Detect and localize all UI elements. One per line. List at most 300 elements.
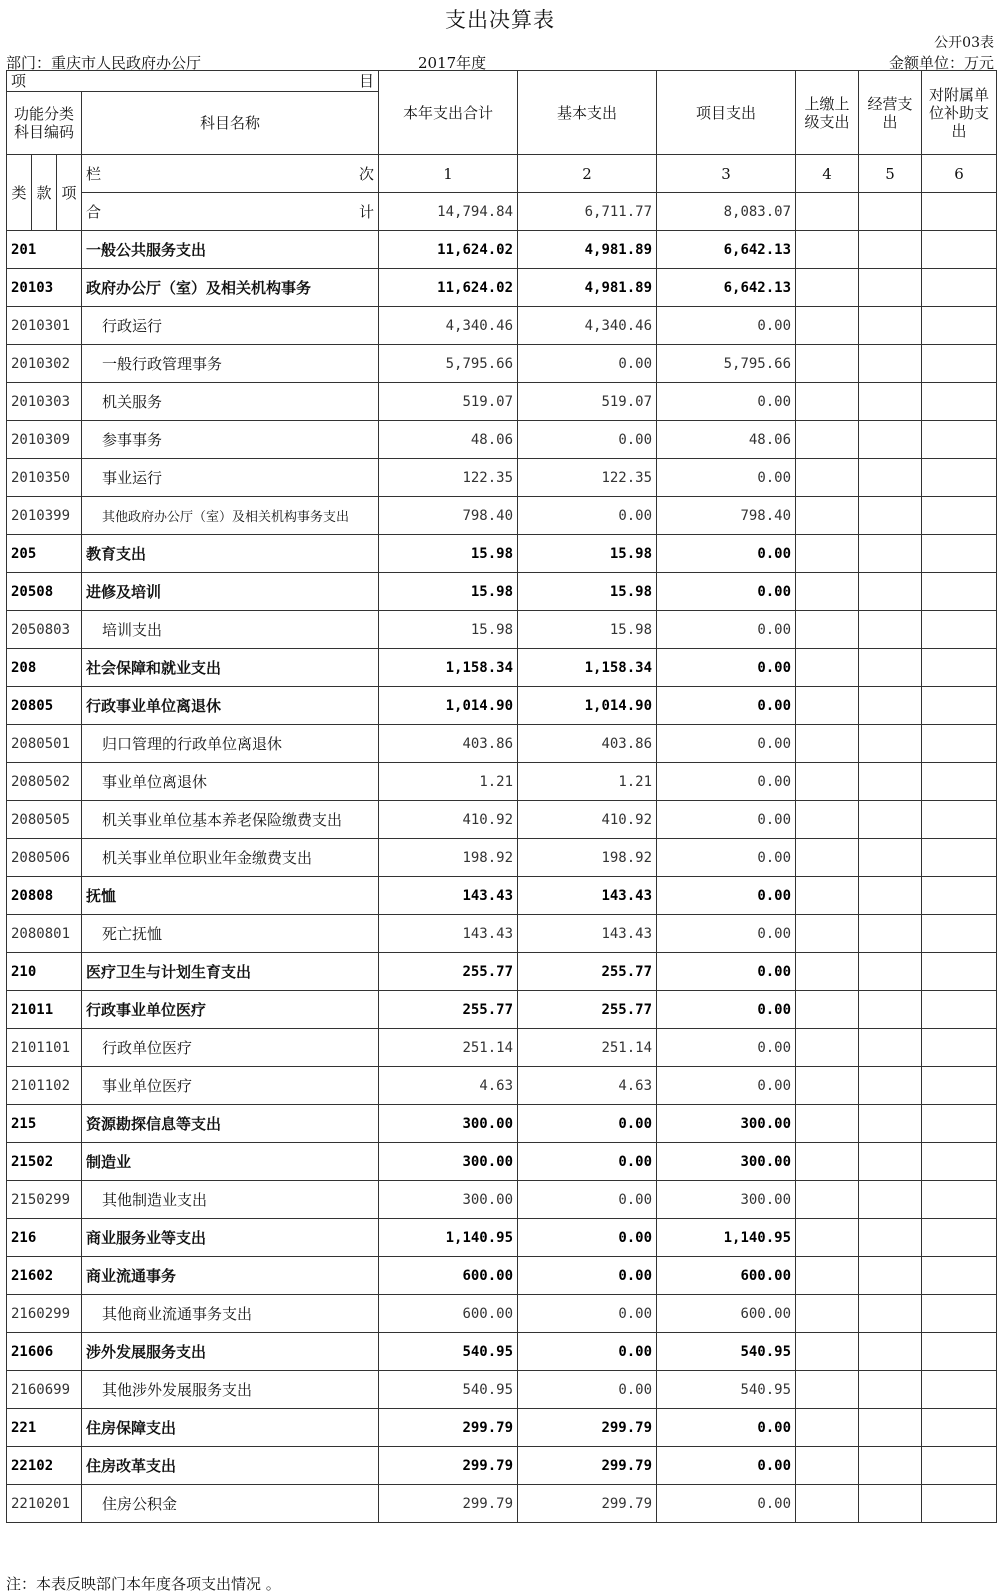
row-upper [796,1257,859,1295]
row-project: 6,642.13 [657,231,796,269]
row-total: 403.86 [379,725,518,763]
row-code: 2010302 [7,345,82,383]
row-subsidy [922,573,997,611]
row-total: 299.79 [379,1409,518,1447]
header-kuan: 款 [32,155,57,231]
row-business [859,611,922,649]
row-project: 0.00 [657,1067,796,1105]
table-row [7,991,997,1029]
row-total: 198.92 [379,839,518,877]
row-subject-name: 住房公积金 [82,1485,379,1523]
row-business [859,915,922,953]
row-subsidy [922,1333,997,1371]
row-business [859,383,922,421]
row-subject-name: 其他政府办公厅（室）及相关机构事务支出 [82,497,379,535]
row-code: 2080801 [7,915,82,953]
row-upper [796,1105,859,1143]
table-row [7,1295,997,1333]
row-code: 2010309 [7,421,82,459]
row-basic: 0.00 [518,1371,657,1409]
row-subject-name: 医疗卫生与计划生育支出 [82,953,379,991]
table-row [7,573,997,611]
row-total: 519.07 [379,383,518,421]
row-upper [796,953,859,991]
column-number: 2 [518,155,657,193]
meta-line [6,52,994,72]
row-project: 0.00 [657,1447,796,1485]
row-subsidy [922,1143,997,1181]
row-upper [796,1143,859,1181]
header-subsidy: 对附属单位补助支出 [922,71,997,155]
row-project: 0.00 [657,383,796,421]
row-project: 6,642.13 [657,269,796,307]
row-upper [796,383,859,421]
row-subject-name: 事业单位医疗 [82,1067,379,1105]
row-project: 300.00 [657,1105,796,1143]
row-subject-name: 参事事务 [82,421,379,459]
row-business [859,1257,922,1295]
row-total: 15.98 [379,573,518,611]
row-business [859,763,922,801]
row-business [859,307,922,345]
row-total: 540.95 [379,1371,518,1409]
row-project: 600.00 [657,1295,796,1333]
row-basic: 0.00 [518,1105,657,1143]
row-project: 300.00 [657,1143,796,1181]
grand-total-subsidy [922,193,997,231]
row-project: 0.00 [657,611,796,649]
table-row [7,725,997,763]
row-subject-name: 政府办公厅（室）及相关机构事务 [82,269,379,307]
table-row [7,345,997,383]
row-subsidy [922,763,997,801]
row-project: 0.00 [657,877,796,915]
row-basic: 0.00 [518,1219,657,1257]
row-subsidy [922,1181,997,1219]
row-project: 600.00 [657,1257,796,1295]
row-upper [796,497,859,535]
row-total: 540.95 [379,1333,518,1371]
row-project: 1,140.95 [657,1219,796,1257]
row-basic: 519.07 [518,383,657,421]
row-basic: 1,158.34 [518,649,657,687]
table-row [7,839,997,877]
row-code: 2150299 [7,1181,82,1219]
row-code: 205 [7,535,82,573]
table-row [7,1257,997,1295]
row-business [859,687,922,725]
row-total: 48.06 [379,421,518,459]
row-upper [796,801,859,839]
row-basic: 1.21 [518,763,657,801]
row-upper [796,877,859,915]
row-project: 0.00 [657,687,796,725]
row-project: 0.00 [657,953,796,991]
row-business [859,1333,922,1371]
row-subject-name: 事业单位离退休 [82,763,379,801]
row-subsidy [922,421,997,459]
column-number: 4 [796,155,859,193]
row-business [859,725,922,763]
row-code: 22102 [7,1447,82,1485]
row-code: 2101101 [7,1029,82,1067]
table-row [7,611,997,649]
row-code: 216 [7,1219,82,1257]
table-row [7,1181,997,1219]
row-project: 0.00 [657,763,796,801]
row-upper [796,1219,859,1257]
table-row [7,1219,997,1257]
table-row [7,1447,997,1485]
row-subsidy [922,383,997,421]
row-subject-name: 事业运行 [82,459,379,497]
row-project: 0.00 [657,839,796,877]
row-project: 0.00 [657,573,796,611]
row-subsidy [922,611,997,649]
row-code: 20508 [7,573,82,611]
table-row [7,231,997,269]
row-basic: 143.43 [518,877,657,915]
table-row [7,1029,997,1067]
row-business [859,497,922,535]
row-total: 1.21 [379,763,518,801]
row-subsidy [922,1295,997,1333]
row-subsidy [922,1409,997,1447]
row-total: 15.98 [379,611,518,649]
row-business [859,649,922,687]
header-business: 经营支出 [859,71,922,155]
row-upper [796,421,859,459]
row-business [859,345,922,383]
row-basic: 1,014.90 [518,687,657,725]
row-total: 600.00 [379,1295,518,1333]
row-total: 300.00 [379,1181,518,1219]
row-total: 299.79 [379,1447,518,1485]
row-basic: 255.77 [518,953,657,991]
row-subsidy [922,991,997,1029]
row-total: 299.79 [379,1485,518,1523]
row-upper [796,269,859,307]
row-subsidy [922,1219,997,1257]
row-upper [796,1371,859,1409]
row-project: 0.00 [657,801,796,839]
row-basic: 0.00 [518,1295,657,1333]
header-basic: 基本支出 [518,71,657,155]
row-upper [796,1029,859,1067]
table-row [7,763,997,801]
row-business [859,1295,922,1333]
row-basic: 4,981.89 [518,231,657,269]
row-upper [796,1333,859,1371]
row-subsidy [922,535,997,573]
row-business [859,1409,922,1447]
row-total: 600.00 [379,1257,518,1295]
row-business [859,1105,922,1143]
table-row [7,459,997,497]
row-upper [796,1181,859,1219]
header-mu: 目 [359,72,375,90]
header-he-ji [82,193,379,231]
row-business [859,839,922,877]
table-row [7,421,997,459]
row-upper [796,1447,859,1485]
row-total: 300.00 [379,1105,518,1143]
row-business [859,1067,922,1105]
column-number: 3 [657,155,796,193]
row-project: 798.40 [657,497,796,535]
row-business [859,573,922,611]
row-code: 2010399 [7,497,82,535]
row-upper [796,1295,859,1333]
row-business [859,1143,922,1181]
row-subsidy [922,725,997,763]
row-project: 0.00 [657,915,796,953]
table-row [7,801,997,839]
row-code: 2101102 [7,1067,82,1105]
row-code: 2050803 [7,611,82,649]
row-project: 0.00 [657,649,796,687]
header-ci: 次 [359,164,375,183]
document-title: 支出决算表 [445,8,555,32]
row-subsidy [922,231,997,269]
table-row [7,1067,997,1105]
row-project: 0.00 [657,307,796,345]
row-upper [796,573,859,611]
row-code: 2010303 [7,383,82,421]
row-subsidy [922,953,997,991]
row-basic: 403.86 [518,725,657,763]
row-total: 798.40 [379,497,518,535]
row-project: 0.00 [657,725,796,763]
column-number: 1 [379,155,518,193]
row-upper [796,307,859,345]
row-subsidy [922,915,997,953]
row-subject-name: 住房改革支出 [82,1447,379,1485]
row-subject-name: 行政事业单位医疗 [82,991,379,1029]
table-row [7,497,997,535]
table-row [7,1485,997,1523]
row-upper [796,231,859,269]
row-basic: 0.00 [518,1143,657,1181]
table-row [7,1409,997,1447]
row-project: 540.95 [657,1371,796,1409]
table-row [7,535,997,573]
row-subject-name: 进修及培训 [82,573,379,611]
row-business [859,269,922,307]
table-row [7,915,997,953]
row-subject-name: 行政事业单位离退休 [82,687,379,725]
grand-total-basic: 6,711.77 [518,193,657,231]
amount-unit: 金额单位：万元 [888,54,994,72]
row-project: 540.95 [657,1333,796,1371]
row-total: 4,340.46 [379,307,518,345]
header-subject-name: 科目名称 [82,92,379,155]
header-ji: 计 [359,203,375,221]
table-row [7,1371,997,1409]
row-business [859,1029,922,1067]
row-business [859,459,922,497]
row-upper [796,725,859,763]
row-total: 143.43 [379,915,518,953]
row-basic: 0.00 [518,497,657,535]
row-basic: 15.98 [518,573,657,611]
row-code: 20808 [7,877,82,915]
row-total: 15.98 [379,535,518,573]
row-subsidy [922,497,997,535]
header-xiang-mu [7,71,379,92]
header-lan-ci [82,155,379,193]
row-upper [796,345,859,383]
row-upper [796,687,859,725]
row-code: 2080501 [7,725,82,763]
row-total: 5,795.66 [379,345,518,383]
row-code: 21606 [7,1333,82,1371]
table-row [7,1333,997,1371]
form-number: 公开03表 [934,35,994,51]
row-code: 2080506 [7,839,82,877]
row-basic: 0.00 [518,421,657,459]
row-code: 21602 [7,1257,82,1295]
row-code: 2010301 [7,307,82,345]
header-total: 本年支出合计 [379,71,518,155]
row-code: 2210201 [7,1485,82,1523]
row-upper [796,839,859,877]
row-subsidy [922,877,997,915]
grand-total-sum: 14,794.84 [379,193,518,231]
row-total: 143.43 [379,877,518,915]
row-business [859,1181,922,1219]
row-project: 48.06 [657,421,796,459]
row-basic: 0.00 [518,345,657,383]
row-total: 11,624.02 [379,269,518,307]
row-subject-name: 资源勘探信息等支出 [82,1105,379,1143]
column-number: 6 [922,155,997,193]
row-basic: 15.98 [518,611,657,649]
row-subsidy [922,1371,997,1409]
row-basic: 255.77 [518,991,657,1029]
row-subject-name: 其他涉外发展服务支出 [82,1371,379,1409]
row-code: 2080502 [7,763,82,801]
header-lei: 类 [7,155,32,231]
row-upper [796,649,859,687]
row-project: 0.00 [657,991,796,1029]
row-basic: 0.00 [518,1257,657,1295]
row-project: 0.00 [657,1029,796,1067]
row-total: 1,158.34 [379,649,518,687]
row-subject-name: 抚恤 [82,877,379,915]
grand-total-project: 8,083.07 [657,193,796,231]
row-subject-name: 住房保障支出 [82,1409,379,1447]
row-project: 300.00 [657,1181,796,1219]
row-basic: 143.43 [518,915,657,953]
row-subject-name: 机关事业单位基本养老保险缴费支出 [82,801,379,839]
header-xiang2: 项 [57,155,82,231]
row-project: 0.00 [657,459,796,497]
row-subject-name: 其他制造业支出 [82,1181,379,1219]
row-subsidy [922,801,997,839]
row-subject-name: 一般公共服务支出 [82,231,379,269]
row-subsidy [922,269,997,307]
header-func-code: 功能分类科目编码 [7,92,82,155]
row-code: 20103 [7,269,82,307]
row-business [859,877,922,915]
header-lan: 栏 [86,164,102,183]
row-upper [796,991,859,1029]
row-project: 0.00 [657,535,796,573]
row-basic: 410.92 [518,801,657,839]
row-total: 255.77 [379,953,518,991]
row-subsidy [922,839,997,877]
row-basic: 198.92 [518,839,657,877]
row-code: 21011 [7,991,82,1029]
row-business [859,535,922,573]
row-code: 208 [7,649,82,687]
header-project: 项目支出 [657,71,796,155]
row-basic: 0.00 [518,1181,657,1219]
row-subsidy [922,1067,997,1105]
row-subject-name: 机关事业单位职业年金缴费支出 [82,839,379,877]
row-project: 5,795.66 [657,345,796,383]
department-label: 部门：重庆市人民政府办公厅 [6,54,202,72]
row-subject-name: 死亡抚恤 [82,915,379,953]
row-subsidy [922,1485,997,1523]
footnote: 注：本表反映部门本年度各项支出情况 。 [6,1575,281,1593]
row-business [859,1447,922,1485]
table-row [7,383,997,421]
row-subject-name: 社会保障和就业支出 [82,649,379,687]
row-business [859,421,922,459]
row-subject-name: 其他商业流通事务支出 [82,1295,379,1333]
table-row [7,953,997,991]
table-row [7,877,997,915]
row-subject-name: 一般行政管理事务 [82,345,379,383]
column-number: 5 [859,155,922,193]
row-subsidy [922,687,997,725]
row-total: 1,140.95 [379,1219,518,1257]
row-total: 122.35 [379,459,518,497]
row-code: 215 [7,1105,82,1143]
row-subsidy [922,459,997,497]
row-basic: 4,340.46 [518,307,657,345]
row-subsidy [922,1257,997,1295]
table-body [7,231,997,1523]
row-subject-name: 教育支出 [82,535,379,573]
row-basic: 4,981.89 [518,269,657,307]
row-subject-name: 归口管理的行政单位离退休 [82,725,379,763]
row-business [859,231,922,269]
row-basic: 299.79 [518,1447,657,1485]
row-basic: 0.00 [518,1333,657,1371]
row-code: 210 [7,953,82,991]
header-he: 合 [86,203,102,221]
row-upper [796,763,859,801]
row-basic: 15.98 [518,535,657,573]
table-row [7,1143,997,1181]
table-row [7,269,997,307]
row-subject-name: 行政单位医疗 [82,1029,379,1067]
header-xiang: 项 [11,72,27,90]
row-basic: 251.14 [518,1029,657,1067]
row-subsidy [922,1029,997,1067]
row-business [859,953,922,991]
row-subsidy [922,345,997,383]
row-basic: 299.79 [518,1485,657,1523]
row-code: 2160299 [7,1295,82,1333]
row-upper [796,1067,859,1105]
row-business [859,1219,922,1257]
row-subject-name: 机关服务 [82,383,379,421]
fiscal-year: 2017年度 [418,54,487,72]
